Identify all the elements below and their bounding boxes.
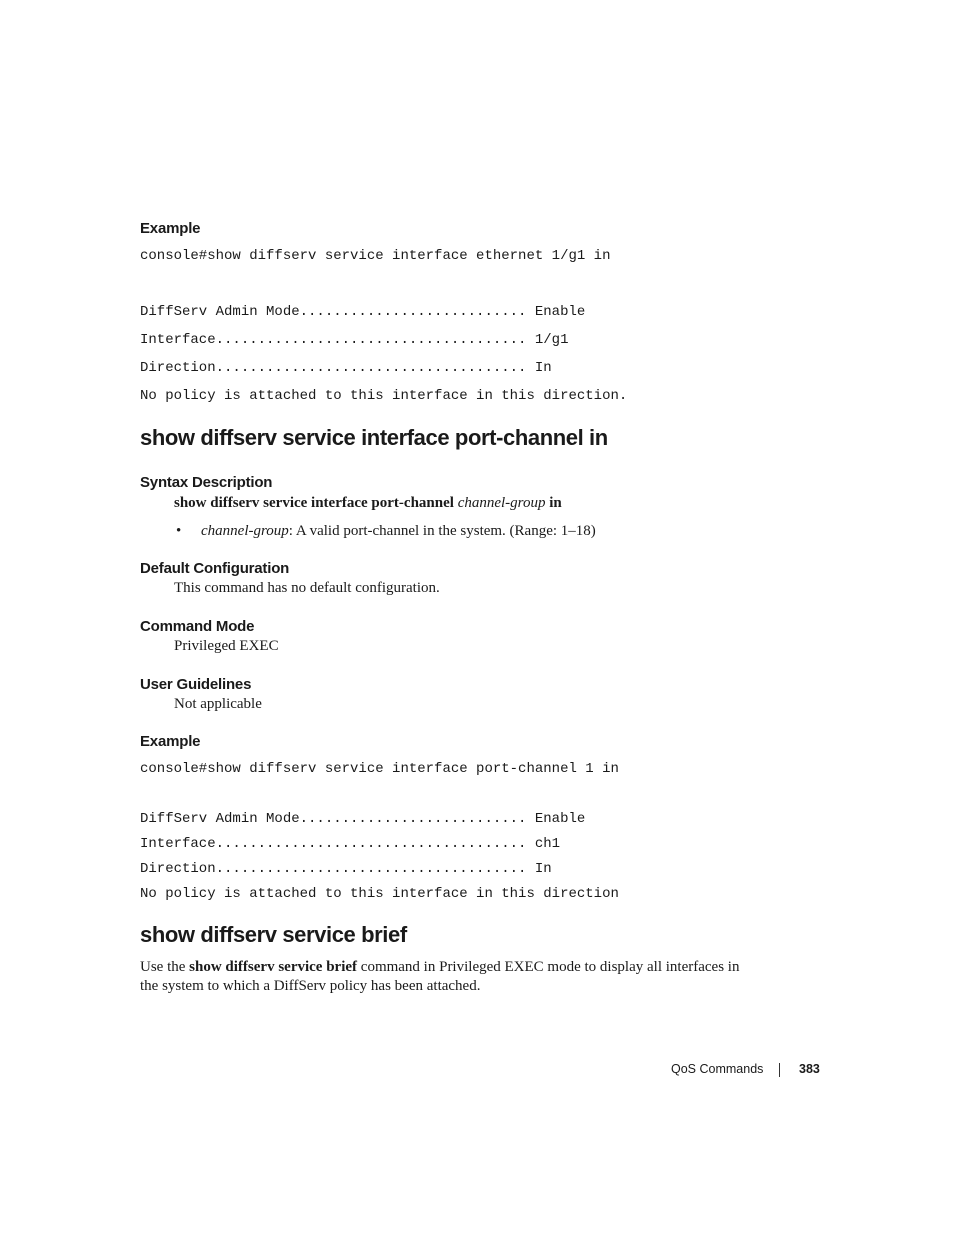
code-line-2: DiffServ Admin Mode........................... Enable [140,304,586,320]
footer-separator [779,1063,780,1077]
bullet-parameter: channel-group [201,523,289,539]
code-line-8: Interface..................................... ch1 [140,836,561,852]
default-configuration-heading: Default Configuration [140,560,290,577]
bullet-text: : A valid port-channel in the system. (Range: 1–18) [288,523,596,539]
user-guidelines-heading: User Guidelines [140,676,252,693]
paragraph-line-2: the system to which a DiffServ policy has been attached. [140,978,481,994]
syntax-line [174,495,562,512]
code-line-4: Direction..................................... In [140,360,552,376]
footer-page-number: 383 [799,1062,820,1076]
code-line-9: Direction..................................... In [140,861,552,877]
code-line-5: No policy is attached to this interface in this direction. [140,388,628,404]
paragraph-line1-rest: command in Privileged EXEC mode to display all interfaces in [357,959,740,975]
syntax-suffix: in [549,495,562,511]
default-configuration-text: This command has no default configuration. [174,580,440,596]
example-heading-2: Example [140,733,201,750]
command-mode-text: Privileged EXEC [174,638,279,654]
code-line-3: Interface..................................... 1/g1 [140,332,569,348]
bullet-item [201,523,596,540]
paragraph-command: show diffserv service brief [189,959,358,975]
syntax-parameter: channel-group [457,495,546,511]
bullet-icon: • [176,523,182,539]
code-line-7: DiffServ Admin Mode........................... Enable [140,811,586,827]
code-line-6: console#show diffserv service interface port-channel 1 in [140,761,619,777]
command-mode-heading: Command Mode [140,618,255,635]
syntax-command: show diffserv service interface port-channel [174,495,454,511]
section-title-port-channel: show diffserv service interface port-channel in [140,425,608,450]
paragraph-prefix: Use the [140,959,190,975]
syntax-description-heading: Syntax Description [140,474,273,491]
example-heading-1: Example [140,220,201,237]
paragraph-line-1 [140,959,739,976]
code-line-1: console#show diffserv service interface ethernet 1/g1 in [140,248,611,264]
section-title-service-brief: show diffserv service brief [140,922,407,947]
code-line-10: No policy is attached to this interface in this direction [140,886,619,902]
footer-chapter: QoS Commands [671,1062,764,1076]
user-guidelines-text: Not applicable [174,696,262,712]
